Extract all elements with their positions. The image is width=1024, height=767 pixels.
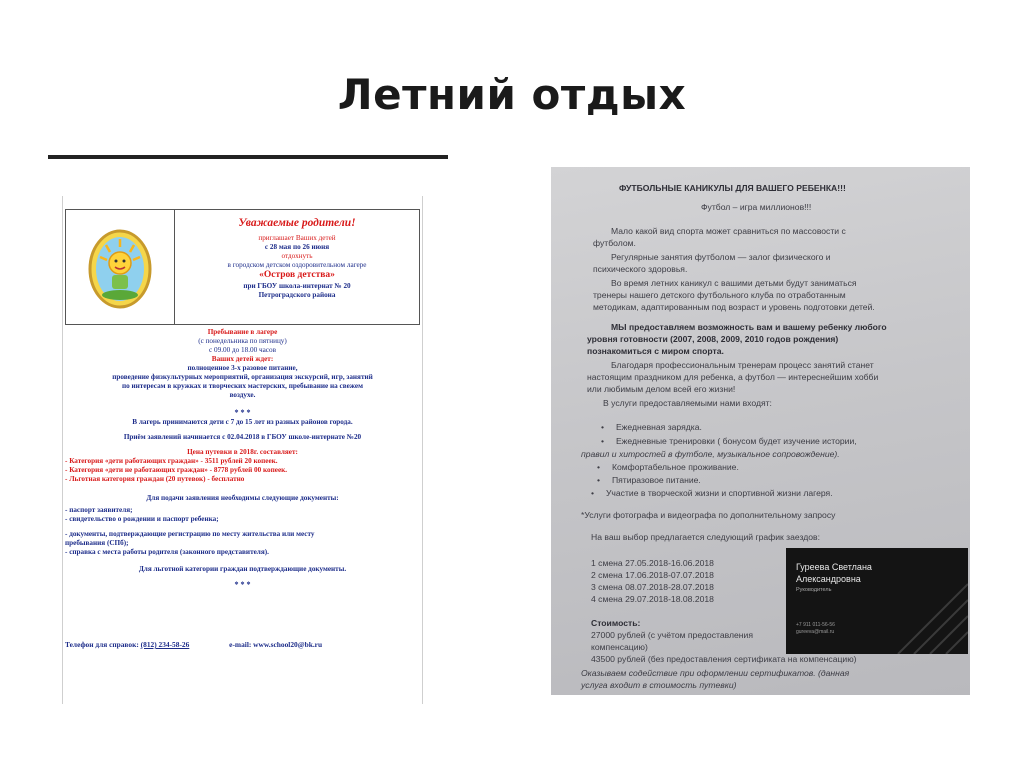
phone-number[interactable]: (812) 234-58-26 — [140, 640, 190, 649]
cost-line: 43500 рублей (без предоставления сертификата на компенсацию) — [591, 654, 857, 664]
await-line: полноценное 3-х разовое питание, — [187, 364, 298, 372]
await-line: воздухе. — [229, 391, 256, 399]
photo-line: *Услуги фотографа и видеографа по дополнительному запросу — [581, 510, 836, 520]
photo-line: • Пятиразовое питание. — [597, 475, 701, 485]
invitation-text — [174, 210, 420, 300]
photo-subtitle: Футбол – игра миллионов!!! — [701, 202, 812, 212]
stay-hours: с 09.00 до 18.00 часов — [209, 346, 276, 354]
photo-line: футболом. — [593, 238, 636, 248]
photo-line: На ваш выбор предлагается следующий график заездов: — [591, 532, 820, 542]
price-item: - Льготная категория граждан (20 путевок) - бесплатно — [65, 475, 245, 483]
photo-line: • Ежедневная зарядка. — [601, 422, 702, 432]
stay-days: (с понедельника по пятницу) — [198, 337, 287, 345]
contact-line — [65, 640, 420, 649]
card-stripes-icon — [888, 548, 968, 654]
photo-line: уровня готовности (2007, 2008, 2009, 2010 годов рождения) — [587, 334, 839, 344]
card-email: gureeva@mail.ru — [796, 629, 835, 635]
ages-line: В лагерь принимаются дети с 7 до 15 лет из разных районов города. — [132, 418, 353, 426]
photo-line: • Ежедневные тренировки ( бонусом будет изучение истории, — [601, 436, 857, 446]
price-item: - Категория «дети не работающих граждан» - 8778 рублей 00 копеек. — [65, 466, 288, 474]
email[interactable]: e-mail: www.school20@bk.ru — [229, 640, 323, 649]
cost-line: 27000 рублей (с учётом предоставления — [591, 630, 753, 640]
photo-line: • Участие в творческой жизни и спортивной жизни лагеря. — [591, 488, 833, 498]
title-underline — [48, 155, 448, 159]
card-name-line2: Александровна — [796, 574, 861, 584]
rest-line: отдохнуть — [281, 252, 313, 261]
stars-divider: * * * — [234, 408, 251, 417]
flyer-header-table — [65, 209, 420, 325]
card-name-line1: Гуреева Светлана — [796, 562, 872, 572]
slide-title: Летний отдых — [337, 70, 687, 119]
flyer-body — [65, 328, 420, 590]
camp-intro: в городском детском оздоровительном лагере — [227, 261, 367, 270]
camp-name: «Остров детства» — [259, 270, 335, 281]
cost-note: Оказываем содействие при оформлении сертификатов. (данная — [581, 668, 850, 678]
schedule-line: 4 смена 29.07.2018-18.08.2018 — [591, 594, 714, 604]
card-role: Руководитель — [796, 587, 832, 593]
doc-item: пребывания (СПб); — [65, 539, 129, 547]
photo-line: Во время летних каникул с вашими детьми будут заниматься — [611, 278, 857, 288]
await-title: Ваших детей ждет: — [211, 355, 274, 363]
district: Петроградского района — [258, 291, 336, 300]
logo-cell — [66, 210, 175, 324]
photo-line: настоящим праздником для ребенка, а футбол — интереснейшим хобби — [587, 372, 879, 382]
applications-line: Приём заявлений начинается с 02.04.2018 в ГБОУ школе-интернате №20 — [123, 433, 362, 441]
school-name: при ГБОУ школа-интернат № 20 — [243, 282, 351, 291]
photo-line: психического здоровья. — [593, 264, 688, 274]
phone-label: Телефон для справок: — [65, 640, 139, 649]
business-card — [786, 548, 968, 654]
photo-title: ФУТБОЛЬНЫЕ КАНИКУЛЫ ДЛЯ ВАШЕГО РЕБЕНКА!!! — [619, 183, 846, 193]
cost-note: услуга входит в стоимость путевки) — [581, 680, 737, 690]
photo-line: В услуги предоставляемыми нами входят: — [603, 398, 772, 408]
await-line: проведение физкультурных мероприятий, организация экскурсий, игр, занятий — [112, 373, 373, 381]
cost-line: компенсацию) — [591, 642, 648, 652]
doc-item: - паспорт заявителя; — [65, 506, 133, 514]
photo-line: • Комфортабельное проживание. — [597, 462, 739, 472]
photo-line: правил и хитростей в футболе, музыкальное сопровождение). — [581, 449, 840, 459]
photo-line: или любимым делом всей его жизни! — [587, 384, 736, 394]
schedule-line: 1 смена 27.05.2018-16.06.2018 — [591, 558, 714, 568]
price-title: Цена путевки в 2018г. составляет: — [187, 448, 298, 456]
doc-item: - справка с места работы родителя (законного представителя). — [65, 548, 269, 556]
sun-child-logo-icon — [88, 229, 152, 309]
doc-item: - свидетельство о рождении и паспорт ребенка; — [65, 515, 219, 523]
camp-dates: с 28 мая по 26 июня — [264, 243, 330, 252]
docs-title: Для подачи заявления необходимы следующие документы: — [146, 494, 339, 502]
photo-line: методикам, адаптированным под возраст и уровень подготовки детей. — [593, 302, 875, 312]
doc-item: - документы, подтверждающие регистрацию по месту жительства или месту — [65, 530, 315, 538]
schedule-line: 2 смена 17.06.2018-07.07.2018 — [591, 570, 714, 580]
photo-line: Регулярные занятия футболом — залог физического и — [611, 252, 831, 262]
card-phone: +7 911 011-56-56 — [796, 622, 835, 628]
photo-line: тренеры нашего детского футбольного клуба по отработанным — [593, 290, 846, 300]
schedule-line: 3 смена 08.07.2018-28.07.2018 — [591, 582, 714, 592]
cost-title: Стоимость: — [591, 618, 641, 628]
await-line: по интересам в кружках и творческих мастерских, пребывание на свежем — [121, 382, 364, 390]
stay-title: Пребывание в лагере — [207, 328, 278, 336]
price-item: - Категория «дети работающих граждан» - 3511 рублей 20 копеек. — [65, 457, 278, 465]
photo-line: Благодаря профессиональным тренерам процесс занятий станет — [611, 360, 874, 370]
stars-divider: * * * — [234, 580, 251, 589]
photo-line: Мало какой вид спорта может сравниться по массовости с — [611, 226, 846, 236]
privileged-docs: Для льготной категории граждан подтверждающие документы. — [138, 565, 347, 573]
invites-line: приглашает Ваших детей — [258, 234, 336, 243]
greeting: Уважаемые родители! — [238, 217, 356, 229]
photo-line: познакомиться с миром спорта. — [587, 346, 724, 356]
camp-flyer — [62, 196, 423, 704]
photo-line: МЫ предоставляем возможность вам и вашему ребенку любого — [611, 322, 887, 332]
